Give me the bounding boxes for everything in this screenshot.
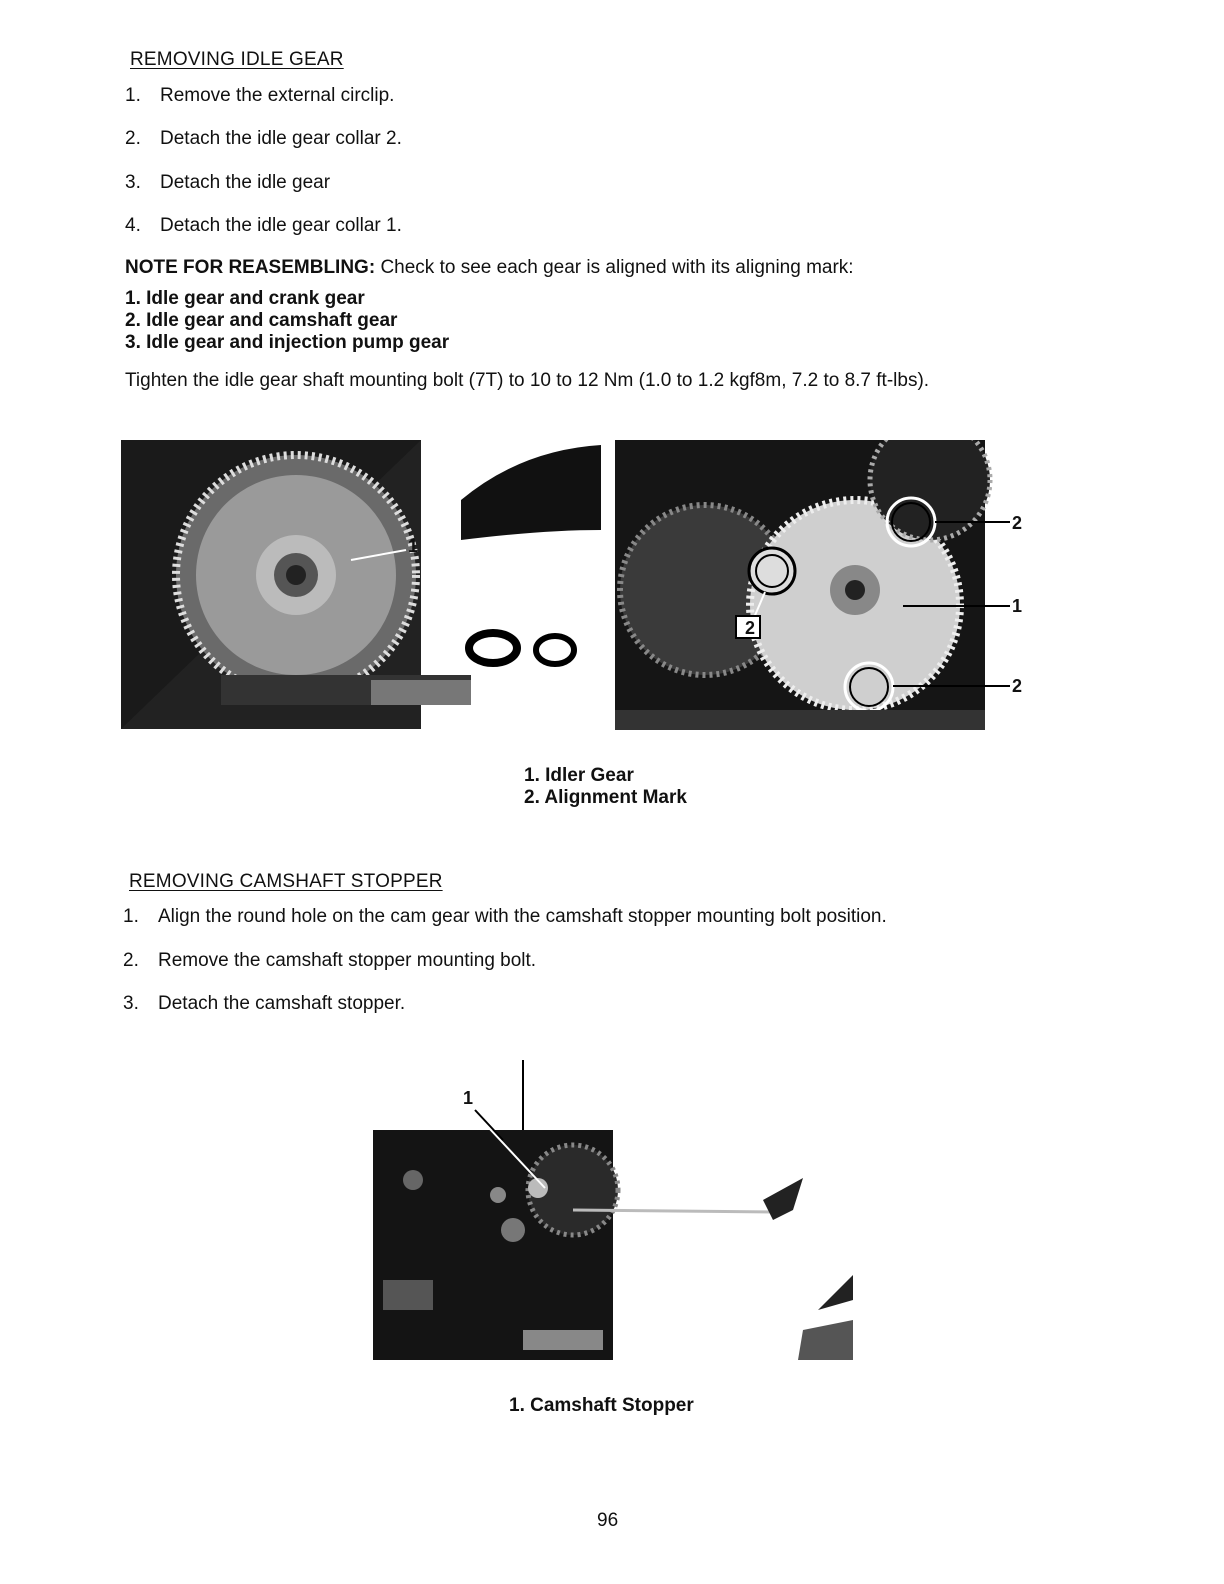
- alignment-list: [125, 288, 449, 354]
- alignment-mark-photo: [615, 440, 1035, 730]
- list-item: [125, 85, 394, 107]
- step-number: 2.: [125, 128, 141, 149]
- alignment-photo-illustration: [615, 440, 1035, 730]
- alignment-item: 3. Idle gear and injection pump gear: [125, 332, 450, 353]
- torque-instruction: Tighten the idle gear shaft mounting bolt (7T) to 10 to 12 Nm (1.0 to 1.2 kgf8m, 7.2 to 8.7 ft-lbs).: [125, 370, 930, 391]
- list-item: [125, 128, 402, 150]
- step-text: Remove the camshaft stopper mounting bolt.: [158, 950, 537, 971]
- callout-alignment-mark-top: 2: [1012, 513, 1023, 533]
- note-label: NOTE FOR REASEMBLING:: [125, 257, 376, 278]
- idle-gear-removal-photo: [121, 440, 602, 729]
- callout-idler-gear-right: 1: [1012, 596, 1023, 616]
- camshaft-photo-illustration: [373, 1060, 855, 1360]
- note-reassembling: [125, 257, 854, 279]
- alignment-item: 1. Idle gear and crank gear: [125, 288, 365, 309]
- inset-alignment-label: 2: [744, 618, 755, 638]
- step-number: 1.: [123, 906, 139, 927]
- step-number: 4.: [125, 215, 141, 236]
- list-item: [125, 172, 330, 194]
- list-item: [123, 950, 536, 972]
- alignment-item: 2. Idle gear and camshaft gear: [125, 310, 398, 331]
- figure-caption-idle-gear: [524, 765, 687, 809]
- page-number: 96: [597, 1510, 619, 1531]
- figure-caption-camshaft-stopper: 1. Camshaft Stopper: [509, 1395, 694, 1416]
- list-item: [123, 906, 887, 928]
- step-number: 1.: [125, 85, 141, 106]
- step-text: Detach the idle gear collar 2.: [160, 128, 402, 149]
- callout-idler-gear: 1: [408, 536, 419, 556]
- step-number: 3.: [125, 172, 141, 193]
- camshaft-stopper-photo: [373, 1060, 855, 1360]
- step-text: Align the round hole on the cam gear with the camshaft stopper mounting bolt position.: [158, 906, 887, 927]
- section-heading-camshaft-stopper: REMOVING CAMSHAFT STOPPER: [129, 871, 443, 892]
- section-heading-idle-gear: REMOVING IDLE GEAR: [130, 49, 344, 70]
- step-text: Detach the idle gear: [160, 172, 331, 193]
- step-text: Detach the camshaft stopper.: [158, 993, 406, 1014]
- caption-line: 2. Alignment Mark: [524, 787, 687, 808]
- list-item: [123, 993, 405, 1015]
- idle-gear-photo-illustration: [121, 440, 602, 729]
- step-number: 2.: [123, 950, 139, 971]
- callout-alignment-mark-bottom: 2: [1012, 676, 1023, 696]
- step-text: Remove the external circlip.: [160, 85, 395, 106]
- list-item: [125, 215, 402, 237]
- step-text: Detach the idle gear collar 1.: [160, 215, 402, 236]
- step-number: 3.: [123, 993, 139, 1014]
- note-text: Check to see each gear is aligned with its aligning mark:: [380, 257, 854, 278]
- callout-camshaft-stopper: 1: [463, 1088, 474, 1108]
- caption-line: 1. Idler Gear: [524, 765, 634, 786]
